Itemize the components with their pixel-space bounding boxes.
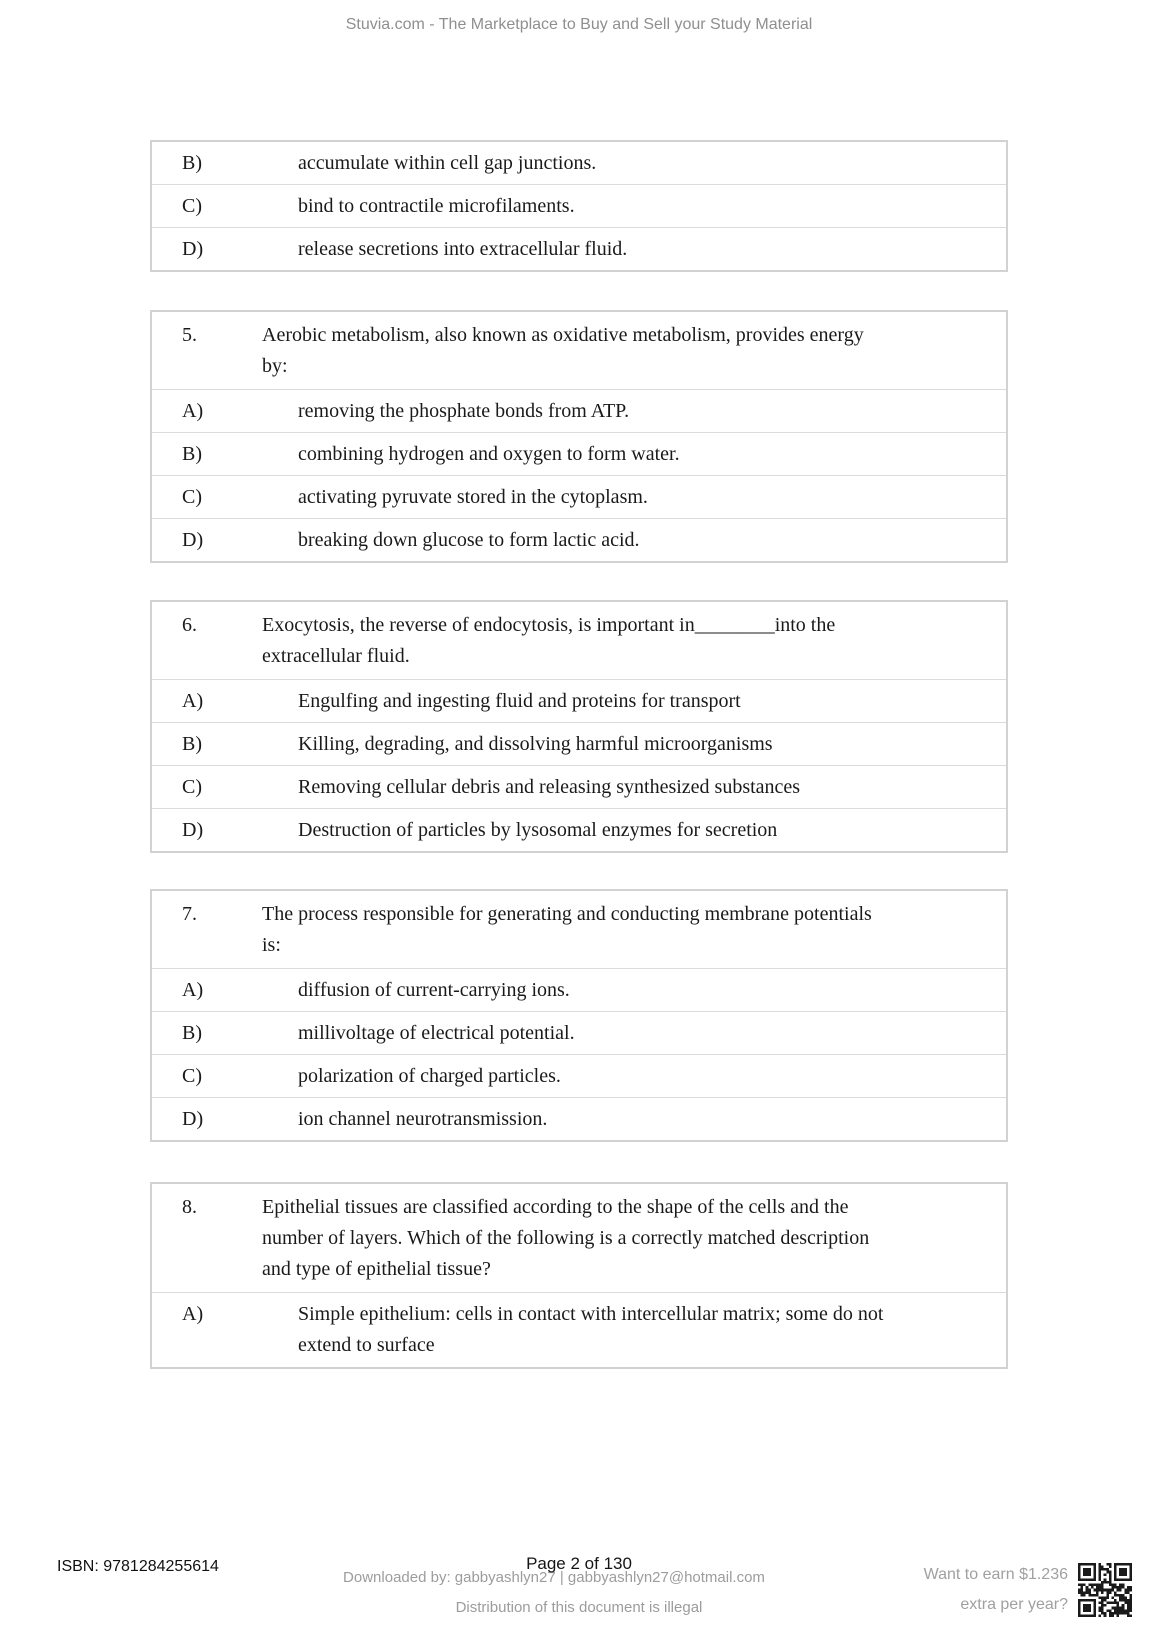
isbn-label: ISBN: 9781284255614 — [57, 1558, 219, 1575]
downloaded-by-line: Downloaded by: gabbyashlyn27 | gabbyashlyn27@hotmail.com — [343, 1569, 765, 1586]
question-block — [150, 889, 1008, 1142]
option-text: polarization of charged particles. — [298, 1064, 561, 1087]
question-number: 7. — [182, 903, 197, 925]
question-line: and type of epithelial tissue? — [262, 1258, 491, 1280]
option-row — [152, 518, 1006, 561]
option-row — [152, 968, 1006, 1011]
option-row — [152, 389, 1006, 432]
question-line: Epithelial tissues are classified according to the shape of the cells and the — [262, 1196, 849, 1218]
distribution-warning: Distribution of this document is illegal — [455, 1599, 703, 1616]
option-text: millivoltage of electrical potential. — [298, 1021, 575, 1044]
option-text: Removing cellular debris and releasing synthesized substances — [298, 775, 801, 798]
option-text: combining hydrogen and oxygen to form water. — [298, 442, 680, 465]
option-row — [152, 475, 1006, 518]
question-text — [262, 320, 1006, 382]
question-block — [150, 310, 1008, 563]
option-text: breaking down glucose to form lactic acid. — [298, 528, 640, 551]
earn-promo-line2: extra per year? — [960, 1596, 1068, 1613]
option-row — [152, 432, 1006, 475]
option-text: bind to contractile microfilaments. — [298, 194, 575, 217]
question-text — [262, 899, 1006, 961]
option-letter: C) — [182, 194, 202, 217]
question-line: The process responsible for generating and conducting membrane potentials — [262, 903, 872, 925]
option-letter: A) — [182, 1303, 204, 1325]
question-number: 6. — [182, 614, 197, 636]
option-row — [152, 184, 1006, 227]
question-line: Exocytosis, the reverse of endocytosis, is important in________into the — [262, 614, 836, 636]
option-row — [152, 679, 1006, 722]
option-row — [152, 765, 1006, 808]
question-line: extracellular fluid. — [262, 645, 410, 667]
option-row — [152, 1292, 1006, 1367]
option-text — [298, 1299, 1006, 1361]
option-letter: A) — [182, 399, 204, 422]
option-text: release secretions into extracellular fluid. — [298, 237, 628, 260]
option-row — [152, 808, 1006, 851]
option-row — [152, 1054, 1006, 1097]
option-line: extend to surface — [298, 1334, 435, 1356]
option-row — [152, 142, 1006, 184]
question-block — [150, 1182, 1008, 1369]
question-row — [152, 602, 1006, 679]
option-letter: B) — [182, 1021, 202, 1044]
question-row — [152, 891, 1006, 968]
question-line: is: — [262, 934, 281, 956]
option-letter: D) — [182, 818, 204, 841]
question-row — [152, 312, 1006, 389]
question-number: 8. — [182, 1196, 197, 1218]
option-text: diffusion of current-carrying ions. — [298, 978, 570, 1001]
option-text: accumulate within cell gap junctions. — [298, 151, 597, 174]
option-letter: B) — [182, 442, 202, 465]
option-letter: B) — [182, 732, 202, 755]
option-letter: C) — [182, 485, 202, 508]
option-text: removing the phosphate bonds from ATP. — [298, 399, 630, 422]
page-number: Page 2 of 130 — [526, 1554, 632, 1573]
question-row — [152, 1184, 1006, 1292]
site-watermark-header: Stuvia.com - The Marketplace to Buy and Sell your Study Material — [345, 16, 813, 33]
earn-promo-line1: Want to earn $1.236 — [923, 1566, 1068, 1583]
option-row — [152, 722, 1006, 765]
question-line: number of layers. Which of the following is a correctly matched description — [262, 1227, 870, 1249]
option-letter: D) — [182, 1107, 204, 1130]
option-letter: B) — [182, 151, 202, 174]
question-number: 5. — [182, 324, 197, 346]
question-block — [150, 600, 1008, 853]
option-letter: C) — [182, 775, 202, 798]
option-text: Engulfing and ingesting fluid and proteins for transport — [298, 689, 741, 712]
option-line: Simple epithelium: cells in contact with intercellular matrix; some do not — [298, 1303, 884, 1325]
option-text: Destruction of particles by lysosomal enzymes for secretion — [298, 818, 778, 841]
option-letter: D) — [182, 237, 204, 260]
option-row — [152, 1011, 1006, 1054]
option-letter: C) — [182, 1064, 202, 1087]
question-text — [262, 1192, 1006, 1285]
option-text: ion channel neurotransmission. — [298, 1107, 548, 1130]
option-letter: A) — [182, 689, 204, 712]
option-letter: D) — [182, 528, 204, 551]
option-row — [152, 1097, 1006, 1140]
option-text: activating pyruvate stored in the cytoplasm. — [298, 485, 648, 508]
question-line: Aerobic metabolism, also known as oxidative metabolism, provides energy — [262, 324, 864, 346]
option-row — [152, 227, 1006, 270]
question-text — [262, 610, 1006, 672]
option-letter: A) — [182, 978, 204, 1001]
option-text: Killing, degrading, and dissolving harmful microorganisms — [298, 732, 773, 755]
question-line: by: — [262, 355, 288, 377]
question-block — [150, 140, 1008, 272]
